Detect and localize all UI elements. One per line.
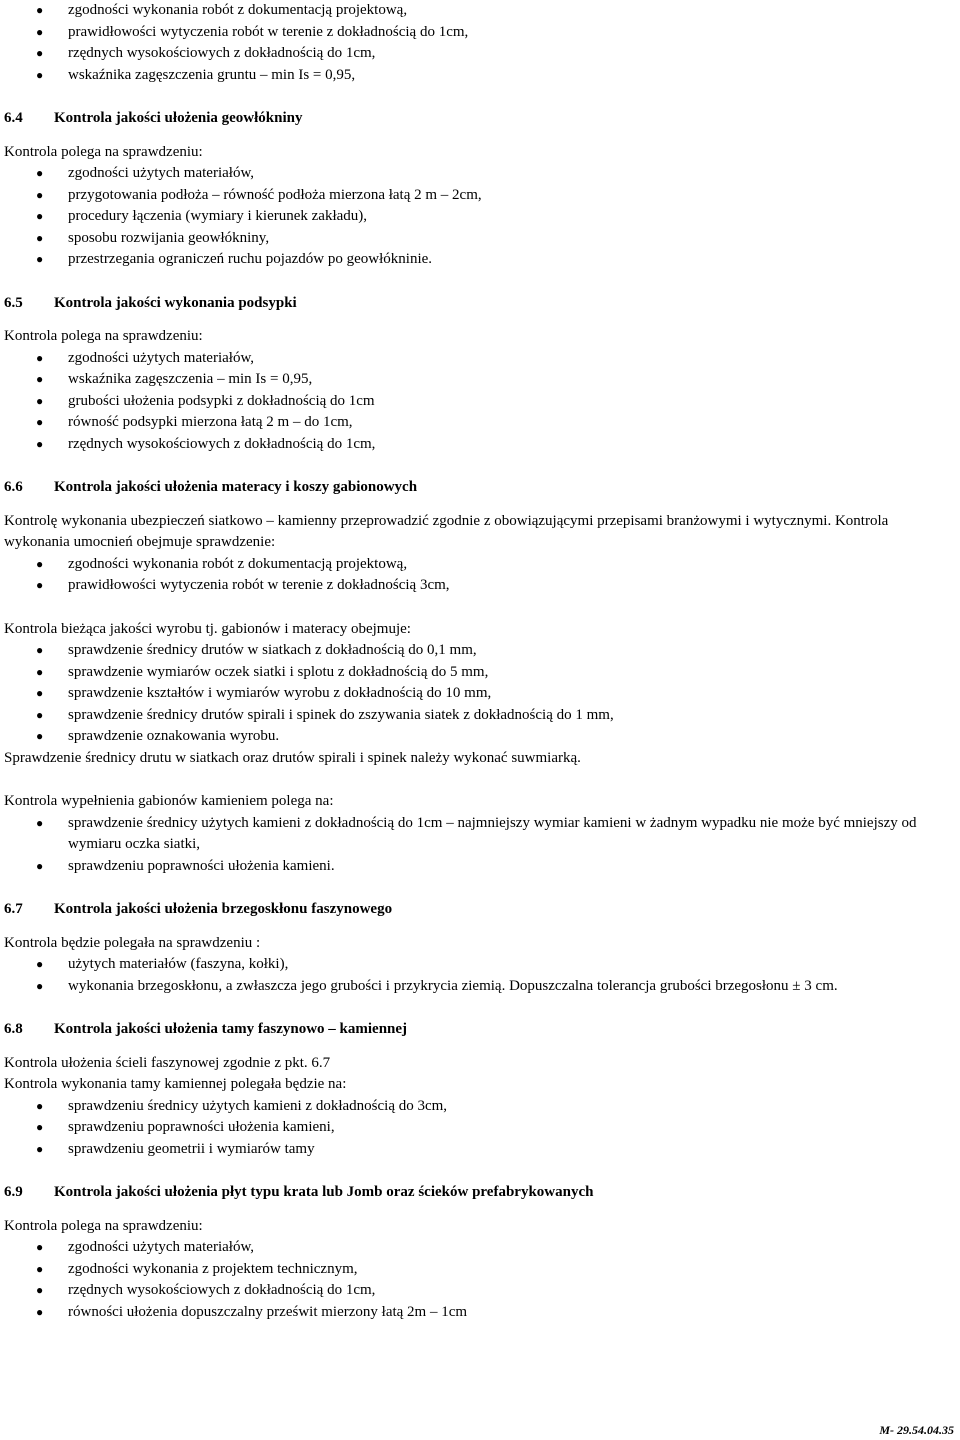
bullet-icon: ● (36, 1240, 44, 1254)
section-paragraph: Kontrolę wykonania ubezpieczeń siatkowo – kamienny przeprowadzić zgodnie z obowiązującymi przepisami branżowymi i wytycznymi. Kontrola wykonania umocnień obejmuje sprawdzenie: (4, 512, 889, 550)
bullet-icon: ● (36, 978, 44, 993)
list-item: ● przygotowania podłoża – równość podłoża mierzona łatą 2 m – 2cm, (4, 185, 930, 207)
section-lead: Kontrola wykonania tamy kamiennej polegała będzie na: (4, 1076, 347, 1092)
section-lead: Kontrola będzie polegała na sprawdzeniu : (4, 934, 261, 951)
bullet-icon: ● (36, 1141, 44, 1156)
bullet-icon: ● (36, 415, 44, 429)
list-item: ● wykonania brzegoskłonu, a zwłaszcza jego grubości i przykrycia ziemią. Dopuszczalna tolerancja grubości brzegosłonu ± 3 cm. (4, 976, 930, 998)
section-heading-6-4: 6.4 Kontrola jakości ułożenia geowłókniny (4, 110, 303, 126)
section-heading-6-8: 6.8 Kontrola jakości ułożenia tamy faszynowo – kamiennej (4, 1021, 408, 1037)
bullet-icon: ● (36, 46, 44, 60)
list-item: ● przestrzegania ograniczeń ruchu pojazdów po geowłókninie. (4, 249, 930, 271)
spacer (4, 86, 930, 108)
section-heading-6-5: 6.5 Kontrola jakości wykonania podsypki (4, 294, 297, 311)
section-heading-6-6: 6.6 Kontrola jakości ułożenia materacy i koszy gabionowych (4, 479, 418, 495)
list-item: ● sprawdzenie średnicy użytych kamieni z dokładnością do 1cm – najmniejszy wymiar kamieni w żadnym wypadku nie może być mniejszy od wymiaru oczka siatki, (36, 814, 917, 852)
list-item: ● grubości ułożenia podsypki z dokładnością do 1cm (4, 391, 930, 413)
list-item: ● rzędnych wysokościowych z dokładnością do 1cm, (4, 1280, 930, 1302)
section-lead: Kontrola bieżąca jakości wyrobu tj. gabionów i materacy obejmuje: (4, 620, 411, 637)
bullet-icon: ● (36, 664, 44, 679)
list-item: ● prawidłowości wytyczenia robót w terenie z dokładnością 3cm, (4, 575, 930, 597)
spacer (4, 597, 930, 619)
bullet-icon: ● (36, 578, 44, 592)
list-item: ● zgodności użytych materiałów, (4, 163, 930, 185)
list-item: ● zgodności użytych materiałów, (4, 1237, 930, 1259)
bullet-icon: ● (36, 166, 44, 180)
bullet-icon: ● (36, 209, 44, 223)
bullet-icon: ● (36, 1098, 44, 1113)
list-item: ● rzędnych wysokościowych z dokładnością do 1cm, (4, 434, 930, 456)
spacer (4, 1160, 930, 1182)
list-item: ● zgodności wykonania robót z dokumentacją projektową, (4, 0, 930, 22)
spacer (4, 877, 930, 899)
bullet-icon: ● (36, 643, 44, 657)
bullet-icon: ● (36, 1120, 44, 1134)
bullet-icon: ● (36, 372, 44, 386)
bullet-icon: ● (36, 686, 44, 700)
list-item: ● procedury łączenia (wymiary i kierunek zakładu), (4, 206, 930, 228)
spacer (4, 455, 930, 477)
spacer (4, 769, 930, 791)
list-item: ● równości ułożenia dopuszczalny prześwit mierzony łatą 2m – 1cm (4, 1302, 930, 1324)
spacer (4, 1041, 930, 1053)
section-note: Sprawdzenie średnicy drutu w siatkach oraz drutów spirali i spinek należy wykonać suwmiarką. (4, 749, 581, 766)
bullet-icon: ● (36, 707, 44, 722)
list-item: ● sprawdzenie kształtów i wymiarów wyrobu z dokładnością do 10 mm, (4, 683, 930, 705)
bullet-icon: ● (36, 1304, 44, 1319)
list-item: ● wskaźnika zagęszczenia – min Is = 0,95, (4, 369, 930, 391)
bullet-icon: ● (36, 187, 44, 202)
bullet-icon: ● (36, 252, 44, 266)
section-lead: Kontrola polega na sprawdzeniu: (4, 328, 203, 344)
bullet-icon: ● (36, 957, 44, 971)
section-heading-6-9: 6.9 Kontrola jakości ułożenia płyt typu krata lub Jomb oraz ścieków prefabrykowanych (4, 1184, 594, 1200)
bullet-icon: ● (36, 393, 44, 408)
bullet-icon: ● (36, 230, 44, 245)
list-item: ● sprawdzeniu poprawności ułożenia kamieni, (4, 1117, 930, 1139)
bullet-icon: ● (36, 815, 44, 830)
spacer (4, 1204, 930, 1216)
list-item: ● zgodności wykonania z projektem technicznym, (4, 1259, 930, 1281)
list-item: ● sprawdzeniu średnicy użytych kamieni z dokładnością do 3cm, (4, 1096, 930, 1118)
bullet-icon: ● (36, 67, 44, 82)
list-item: ● sprawdzenie oznakowania wyrobu. (4, 726, 930, 748)
spacer (4, 271, 930, 293)
list-item: ● sprawdzenie wymiarów oczek siatki i splotu z dokładnością do 5 mm, (4, 662, 930, 684)
list-item: ● zgodności wykonania robót z dokumentacją projektową, (4, 554, 930, 576)
list-item: ● sprawdzenie średnicy drutów w siatkach z dokładnością do 0,1 mm, (4, 640, 930, 662)
spacer (4, 499, 930, 511)
spacer (4, 997, 930, 1019)
bullet-icon: ● (36, 3, 44, 17)
bullet-icon: ● (36, 350, 44, 365)
list-item: ● sprawdzeniu geometrii i wymiarów tamy (4, 1139, 930, 1161)
document-page (4, 0, 930, 1323)
bullet-icon: ● (36, 556, 44, 571)
spacer (4, 314, 930, 326)
list-item: ● użytych materiałów (faszyna, kołki), (4, 954, 930, 976)
bullet-icon: ● (36, 729, 44, 743)
section-lead: Kontrola wypełnienia gabionów kamieniem polega na: (4, 793, 334, 809)
list-item: ● rzędnych wysokościowych z dokładnością do 1cm, (4, 43, 930, 65)
list-item: ● sprawdzeniu poprawności ułożenia kamieni. (4, 856, 930, 878)
section-heading-6-7: 6.7 Kontrola jakości ułożenia brzegoskłonu faszynowego (4, 901, 393, 917)
bullet-icon: ● (36, 1261, 44, 1276)
bullet-icon: ● (36, 858, 44, 873)
page-footer-code: M- 29.54.04.35 (879, 1423, 954, 1437)
bullet-icon: ● (36, 436, 44, 451)
list-item: ● sprawdzenie średnicy drutów spirali i spinek do zszywania siatek z dokładnością do 1 mm, (4, 705, 930, 727)
list-item: ● wskaźnika zagęszczenia gruntu – min Is = 0,95, (4, 65, 930, 87)
spacer (4, 130, 930, 142)
section-lead: Kontrola polega na sprawdzeniu: (4, 1217, 203, 1234)
section-lead: Kontrola ułożenia ścieli faszynowej zgodnie z pkt. 6.7 (4, 1054, 331, 1071)
bullet-icon: ● (36, 1283, 44, 1297)
intro-list (4, 0, 930, 86)
list-item: ● prawidłowości wytyczenia robót w terenie z dokładnością do 1cm, (4, 22, 930, 44)
list-item: ● zgodności użytych materiałów, (4, 348, 930, 370)
list-item: ● sposobu rozwijania geowłókniny, (4, 228, 930, 250)
bullet-icon: ● (36, 24, 44, 39)
spacer (4, 921, 930, 933)
list-item: ● równość podsypki mierzona łatą 2 m – do 1cm, (4, 412, 930, 434)
section-lead: Kontrola polega na sprawdzeniu: (4, 143, 203, 160)
